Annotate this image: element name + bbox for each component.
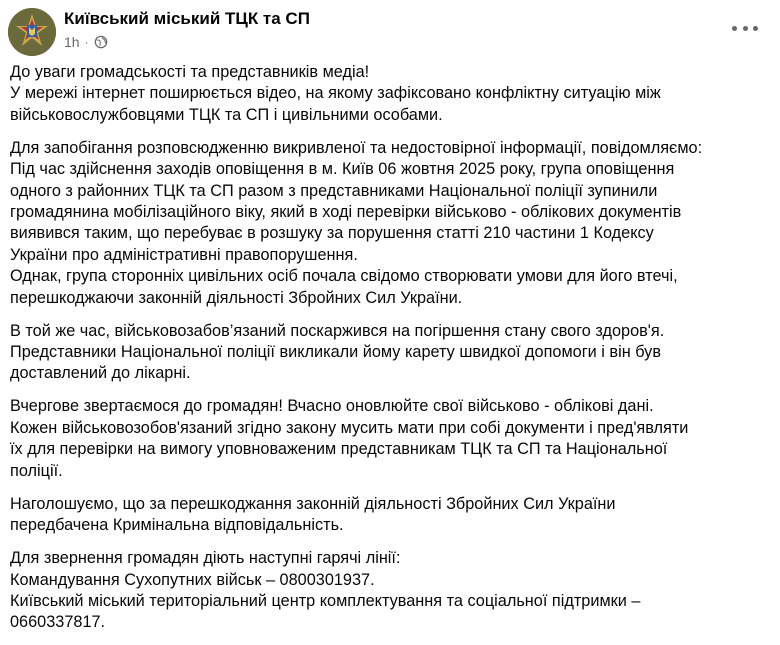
post-paragraph bbox=[10, 138, 778, 309]
page-avatar[interactable] bbox=[8, 8, 56, 56]
post-text-line: їх для перевірки на вимогу уповноваженим представникам ТЦК та СП та Національної bbox=[10, 440, 668, 459]
meta-separator: · bbox=[84, 35, 89, 49]
more-dot bbox=[753, 26, 758, 31]
post-text-line: Вчергове звертаємося до громадян! Вчасно оновлюйте свої військово - облікові дані. bbox=[10, 397, 654, 416]
post-text-line: Командування Сухопутних військ – 0800301937. bbox=[10, 570, 375, 589]
post-text-line: В той же час, військовозабов’язаний поскаржився на погіршення стану свого здоров'я. bbox=[10, 321, 665, 340]
globe-icon[interactable] bbox=[94, 35, 108, 49]
post-text-line: Однак, група сторонніх цивільних осіб почала свідомо створювати умови для його втечі, bbox=[10, 267, 678, 286]
post-text-line: У мережі інтернет поширюється відео, на якому зафіксовано конфліктну ситуацію між bbox=[10, 84, 661, 103]
post-body bbox=[10, 62, 778, 645]
more-dot bbox=[743, 26, 748, 31]
post-paragraph bbox=[10, 62, 778, 126]
post-text-line: Для запобігання розповсюдженню викривленої та недостовірної інформації, повідомляємо: bbox=[10, 138, 703, 157]
emblem-icon bbox=[8, 8, 56, 56]
post-meta bbox=[64, 34, 108, 50]
post-paragraph bbox=[10, 396, 778, 482]
post-paragraph bbox=[10, 321, 778, 385]
post-text-line: передбачена Кримінальна відповідальність. bbox=[10, 516, 344, 535]
post-text-line: 0660337817. bbox=[10, 613, 106, 632]
more-dot bbox=[732, 26, 737, 31]
post-paragraph bbox=[10, 548, 778, 634]
post-text-line: перешкоджаючи законній діяльності Збройних Сил України. bbox=[10, 288, 463, 307]
post-text-line: громадянина мобілізаційного віку, який в ході перевірки військово - облікових документів bbox=[10, 203, 682, 222]
post-header bbox=[0, 0, 780, 58]
post-text-line: доставлений до лікарні. bbox=[10, 364, 191, 383]
post-text-line: виявився таким, що перебуває в розшуку за порушення статті 210 частини 1 Кодексу bbox=[10, 224, 654, 243]
post-time[interactable]: 1h bbox=[64, 34, 80, 50]
page-name-link[interactable]: Київський міський ТЦК та СП bbox=[64, 9, 310, 28]
post-text-line: України про адміністративні правопорушення. bbox=[10, 245, 358, 264]
post-text-line: Для звернення громадян діють наступні гарячі лінії: bbox=[10, 549, 401, 568]
post-text-line: поліції. bbox=[10, 461, 63, 480]
post-text-line: одного з районних ТЦК та СП разом з представниками Національної поліції зупинили bbox=[10, 181, 658, 200]
post-paragraph bbox=[10, 494, 778, 537]
post-text-line: Наголошуємо, що за перешкоджання законній діяльності Збройних Сил України bbox=[10, 494, 616, 513]
post-text-line: До уваги громадськості та представників медіа! bbox=[10, 63, 370, 81]
more-options-icon[interactable] bbox=[732, 18, 758, 38]
post-text-line: Під час здійснення заходів оповіщення в м. Київ 06 жовтня 2025 року, група оповіщення bbox=[10, 160, 675, 179]
post-text-line: Представники Національної поліції викликали йому карету швидкої допомоги і він був bbox=[10, 343, 661, 362]
post-text-line: Київський міський територіальний центр комплектування та соціальної підтримки – bbox=[10, 591, 641, 610]
post-text-line: Кожен військовозобов'язаний згідно закону мусить мати при собі документи і пред'являти bbox=[10, 418, 689, 437]
post-text-line: військовослужбовцями ТЦК та СП і цивільними особами. bbox=[10, 105, 443, 124]
